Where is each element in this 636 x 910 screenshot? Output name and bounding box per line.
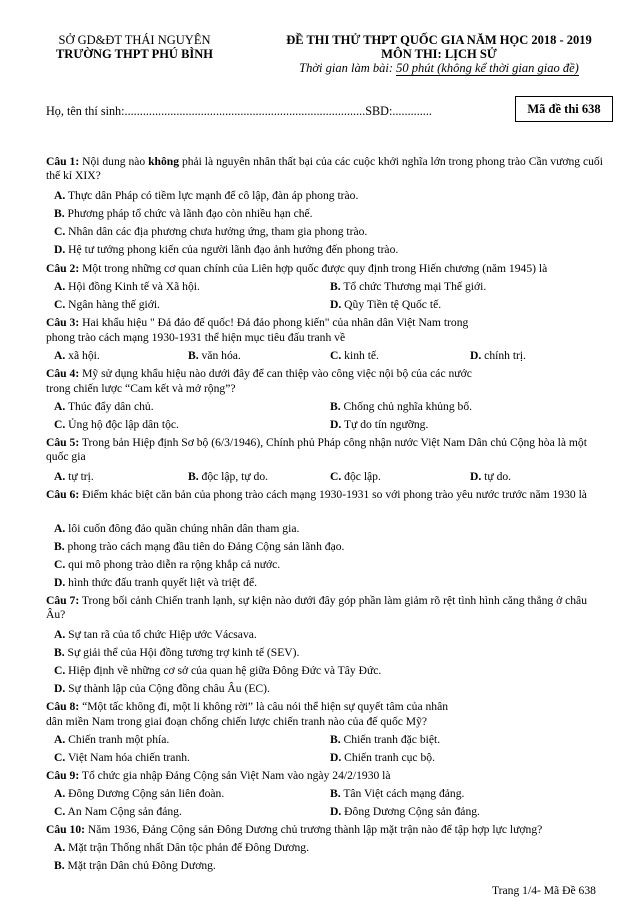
option-7a: A. Sự tan rã của tổ chức Hiệp ước Vácsava.	[54, 628, 257, 641]
option-4c: C. Ủng hộ độc lập dân tộc.	[54, 418, 179, 431]
option-2d: D. Qũy Tiền tệ Quốc tế.	[330, 298, 442, 311]
exam-title: ĐỀ THI THỬ THPT QUỐC GIA NĂM HỌC 2018 - 2019	[286, 33, 592, 47]
option-6a: A. lôi cuốn đông đảo quần chúng nhân dân tham gia.	[54, 522, 300, 535]
option-4a: A. Thúc đẩy dân chủ.	[54, 400, 154, 413]
option-2b: B. Tổ chức Thương mại Thế giới.	[330, 280, 487, 293]
subject-title: MÔN THI: LỊCH SỬ	[381, 47, 497, 61]
option-7b: B. Sự giải thể của Hội đồng tương trợ kinh tế (SEV).	[54, 646, 300, 659]
question-4: Câu 4: Mỹ sử dụng khẩu hiệu nào dưới đây để can thiệp vào công việc nội bộ của các nước	[46, 367, 472, 380]
option-6c: C. qui mô phong trào diễn ra rộng khắp cả nước.	[54, 558, 281, 571]
question-8: Câu 8: “Một tấc không đi, một li không rời” là câu nói thể hiện sự quyết tâm của nhân	[46, 700, 449, 713]
question-5: Câu 5: Trong bản Hiệp định Sơ bộ (6/3/1946), Chính phủ Pháp công nhận nước Việt Nam Dân chủ Cộng hòa là một quốc gia	[46, 436, 587, 463]
question-emphasis: không	[148, 155, 180, 168]
option-5c: C. độc lập.	[330, 470, 381, 483]
option-7d: D. Sự thành lập của Cộng đồng châu Âu (EC).	[54, 682, 270, 695]
question-text: phải là nguyên nhân thất bại của các cuộc khởi nghĩa lớn trong phong trào Cần vương cuối thế kỉ XIX?	[46, 155, 603, 182]
option-2a: A. Hội đồng Kinh tế và Xã hội.	[54, 280, 200, 293]
option-9c: C. An Nam Cộng sản đảng.	[54, 805, 182, 818]
option-5d: D. tự do.	[470, 470, 512, 483]
option-9b: B. Tân Việt cách mạng đảng.	[330, 787, 465, 800]
option-3a: A. xã hội.	[54, 349, 100, 362]
exam-duration	[248, 61, 630, 75]
option-8b: B. Chiến tranh đặc biệt.	[330, 733, 441, 746]
question-3-line2: phong trào cách mạng 1930-1931 thể hiện mục tiêu đấu tranh về	[46, 331, 346, 344]
option-8a: A. Chiến tranh một phía.	[54, 733, 170, 746]
option-6b: B. phong trào cách mạng đầu tiên do Đảng Cộng sản lãnh đạo.	[54, 540, 345, 553]
option-6d: D. hình thức đấu tranh quyết liệt và triệt để.	[54, 576, 258, 589]
option-10b: B. Mặt trận Dân chủ Đông Dương.	[54, 859, 216, 872]
question-3: Câu 3: Hai khẩu hiệu " Đả đảo đế quốc! Đả đảo phong kiến" của nhân dân Việt Nam trong	[46, 316, 469, 329]
option-9a: A. Đông Dương Cộng sản liên đoàn.	[54, 787, 225, 800]
option-4b: B. Chống chủ nghĩa khủng bố.	[330, 400, 473, 413]
option-3d: D. chính trị.	[470, 349, 527, 362]
option-1c: C. Nhân dân các địa phương chưa hưởng ứng, tham gia phong trào.	[54, 225, 368, 238]
question-7: Câu 7: Trong bối cảnh Chiến tranh lạnh, sự kiện nào dưới đây góp phần làm giảm rõ rệt tình hình căng thẳng ở châu Âu?	[46, 594, 587, 621]
question-8-line2: dân miền Nam trong giai đoạn chống chiến lược chiến tranh nào của đế quốc Mỹ?	[46, 715, 428, 728]
school-name: TRƯỜNG THPT PHÚ BÌNH	[55, 47, 214, 61]
student-info-line: Họ, tên thí sinh:...............................................................................SBD:.............	[46, 104, 432, 118]
department-name: SỞ GD&ĐT THÁI NGUYÊN	[58, 33, 211, 47]
option-4d: D. Tự do tín ngưỡng.	[330, 418, 429, 431]
option-1d: D. Hệ tư tưởng phong kiến của người lãnh đạo ảnh hưởng đến phong trào.	[54, 243, 399, 256]
question-4-line2: trong chiến lược “Cam kết và mở rộng”?	[46, 382, 236, 395]
option-3b: B. văn hóa.	[188, 349, 241, 362]
option-8c: C. Việt Nam hóa chiến tranh.	[54, 751, 190, 764]
option-3c: C. kinh tế.	[330, 349, 379, 362]
question-label: Câu 1:	[46, 155, 80, 168]
question-6: Câu 6: Điểm khác biệt căn bản của phong trào cách mạng 1930-1931 so với phong trào yêu nước trước năm 1930 là	[46, 488, 587, 501]
question-text: Nội dung nào	[79, 155, 149, 168]
option-5a: A. tự trị.	[54, 470, 94, 483]
option-10a: A. Mặt trận Thống nhất Dân tộc phản đế Đông Dương.	[54, 841, 309, 854]
page-footer: Trang 1/4- Mã Đề 638	[492, 884, 596, 897]
exam-duration-prefix: Thời gian làm bài:	[299, 61, 397, 75]
exam-code-box: Mã đề thi 638	[515, 96, 613, 122]
option-8d: D. Chiến tranh cục bộ.	[330, 751, 435, 764]
question-10: Câu 10: Năm 1936, Đảng Cộng sản Đông Dương chủ trương thành lập mặt trận nào để tập hợp lực lượng?	[46, 823, 543, 836]
option-9d: D. Đông Dương Cộng sản đảng.	[330, 805, 480, 818]
question-1	[46, 155, 606, 183]
option-1b: B. Phương pháp tổ chức và lãnh đạo còn nhiều hạn chế.	[54, 207, 313, 220]
option-7c: C. Hiệp định về những cơ sở của quan hệ giữa Đông Đức và Tây Đức.	[54, 664, 382, 677]
option-5b: B. độc lập, tự do.	[188, 470, 269, 483]
exam-duration-value: 50 phút (không kể thời gian giao đề)	[396, 61, 579, 75]
question-9: Câu 9: Tổ chức gia nhập Đảng Cộng sản Việt Nam vào ngày 24/2/1930 là	[46, 769, 391, 782]
option-1a: A. Thực dân Pháp có tiềm lực mạnh để cô lập, đàn áp phong trào.	[54, 189, 359, 202]
option-2c: C. Ngân hàng thế giới.	[54, 298, 160, 311]
question-2: Câu 2: Một trong những cơ quan chính của Liên hợp quốc được quy định trong Hiến chương (năm 1945) là	[46, 262, 548, 275]
